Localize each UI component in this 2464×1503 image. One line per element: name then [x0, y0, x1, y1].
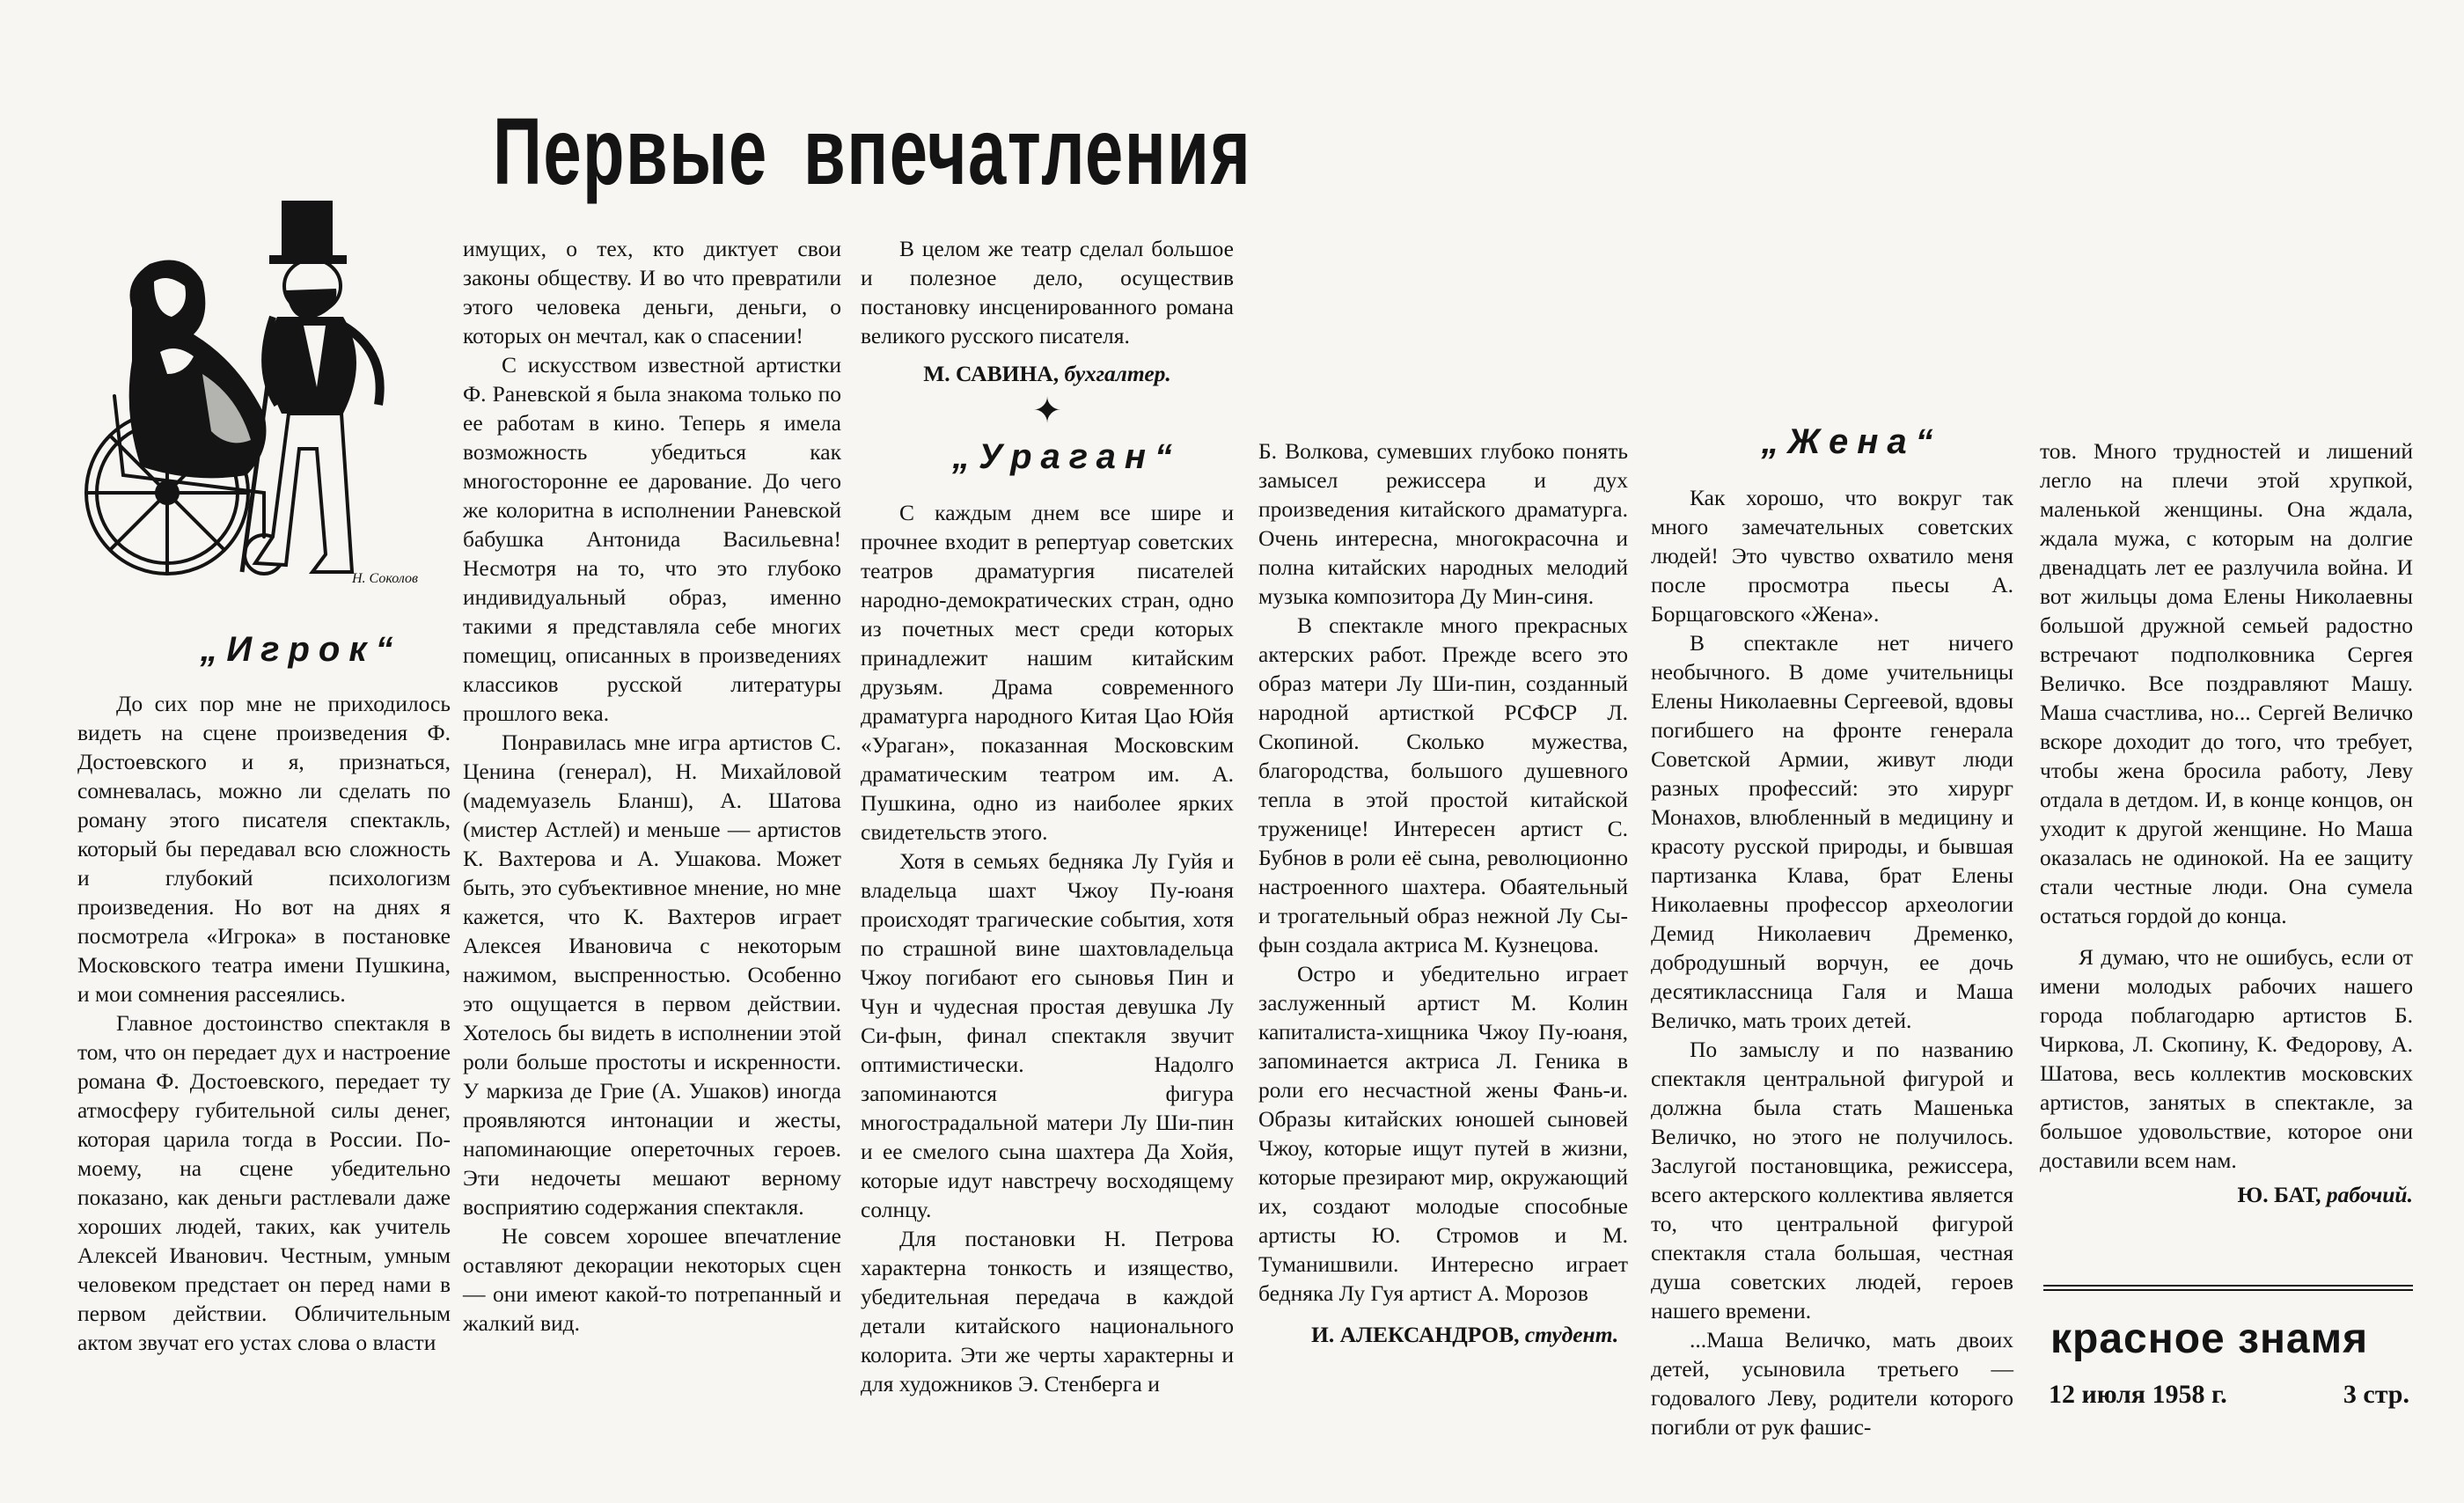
- uragan-paragraph: С каждым днем все шире и прочнее входит в репертуар советских театров драматургия писателей народно-демократических стран, одно из почетных мест среди которых принадлежит нашим китайским друзьям. Драма современного драматурга народного Китая Цао Юйя «Ураган», показанная Московским драматическим театром им. А. Пушкина, одно из наиболее ярких свидетельств этого.: [861, 500, 1234, 845]
- igrok-paragraph: Главное достоинство спектакля в том, что он передает дух и настроение романа Ф. Достоевского, передает ту атмосферу губительной силы денег, которая царила тогда в России. По-моему, на сцене убедительно показано, как деньги растлевали даже хороших людей, таких, как учитель Алексей Иванович. Честным, умным человеком предстает он перед нами в первом действии. Обличительным актом звучат его устах слова о власти: [77, 1010, 451, 1355]
- zhena-paragraph: Как хорошо, что вокруг так много замечательных советских людей! Это чувство охватило меня после просмотра пьесы А. Борщаговского «Жена».: [1651, 485, 2013, 627]
- zhena-signature-name: Ю. БАТ,: [2237, 1182, 2321, 1207]
- uragan-title: „Ураган“: [952, 437, 1181, 476]
- zhena-paragraph: В спектакле нет ничего необычного. В доме учительницы Елены Николаевны Сергеевой, вдовы погибшего на фронте генерала Советской Армии, живут люди разных профессий: это хирург Монахов, влюбленный в медицину и красоту русской природы, и бывшая партизанка Клава, брат Елены Николаевны профессор археологии Демид Николаевич Дременко, добродушный ворчун, ее дочь десятиклассница Галя и Маша Величко, мать троих детей.: [1651, 630, 2013, 1033]
- igrok-signature-name: М. САВИНА,: [923, 361, 1060, 386]
- igrok-paragraph: Понравилась мне игра артистов С. Ценина (генерал), Н. Михайловой (мадемуазель Бланш), А. Шатова (мистер Астлей) и меньше — артистов К. Вахтерова и А. Ушакова. Может быть, это субъективное мнение, но мне кажется, что К. Вахтеров играет Алексея Ивановича с некоторым нажимом, выспренностью. Особенно это ощущается в первом действии. Хотелось бы видеть в исполнении этой роли больше простоты и искренности. У маркиза де Грие (А. Ушаков) иногда проявляются интонации и жесты, напоминающие опереточных героев. Эти недочеты мешают верному восприятию содержания спектакля.: [463, 730, 841, 1220]
- igrok-paragraph: До сих пор мне не приходилось видеть на сцене произведения Ф. Достоевского и я, признаться, сомневалась, можно ли сделать по роману этого писателя спектакль, который бы передавал всю сложность и глубокий психологизм произведения. Но вот на днях я посмотрела «Игрока» в постановке Московского театра имени Пушкина, и мои сомнения рассеялись.: [77, 691, 451, 1007]
- page-number: 3 стр.: [2343, 1380, 2409, 1409]
- column-2: [463, 234, 841, 1413]
- headline: Первые впечатления: [493, 98, 1252, 204]
- column-3: [861, 234, 1234, 1413]
- column-1: [77, 630, 451, 1445]
- artist-signature: Н. Соколов: [352, 571, 418, 586]
- zhena-paragraph: тов. Много трудностей и лишений легло на плечи этой хрупкой, маленькой женщины. Она ждала, ждала мужа, с которым на долгие двенадцать лет ее разлучила война. И вот жильцы дома Елены Николаевны большой дружной семьей радостно встречают подполковника Сергея Величко. Все поздравляют Машу. Маша счастлива, но... Сергей Величко вскоре доходит до того, что требует, чтобы жена бросила работу, Леву отдала в детдом. И, в конце концов, он уходит к другой женщине. Но Маша оказалась не одинокой. На ее защиту стали честные люди. Она сумела остаться гордой до конца.: [2040, 438, 2413, 928]
- masthead-rule: [2043, 1285, 2413, 1291]
- column-5: [1651, 422, 2013, 1440]
- uragan-signature: [1258, 1320, 1628, 1349]
- igrok-paragraph: В целом же театр сделал большое и полезное дело, осуществив постановку инсценированного романа великого русского писателя.: [861, 236, 1234, 348]
- igrok-paragraph: имущих, о тех, кто диктует свои законы обществу. И во что превратили этого человека деньги, деньги, о которых он мечтал, как о спасении!: [463, 236, 841, 348]
- igrok-paragraph: С искусством известной артистки Ф. Раневской я была знакома только по ее работам в кино. Теперь я имела возможность убедиться как многосторонне ее дарование. До чего же колоритна в исполнении Раневской бабушка Антонида Васильевна! Несмотря на то, что это глубоко индивидуальный образ, именно такими я представляла себе многих помещиц, описанных в произведениях классиков русской литературы прошлого века.: [463, 352, 841, 726]
- dateline: [2049, 1380, 2409, 1410]
- uragan-paragraph: Остро и убедительно играет заслуженный артист М. Колин капиталиста-хищника Чжоу Пу-юаня, запоминается актриса Л. Геника в роли его несчастной жены Фань-и. Образы китайских юношей сыновей Чжоу, которые ищут путей в жизни, которые презирают мир, окружающий их, создают молодые способные артисты Ю. Стромов и М. Туманишвили. Интересно играет бедняка Лу Гуя артист А. Морозов: [1258, 961, 1628, 1306]
- igrok-signature: [861, 359, 1234, 388]
- column-4: [1258, 436, 1628, 1413]
- uragan-paragraph: Для постановки Н. Петрова характерна тонкость и изящество, убедительная передача в каждой детали китайского национального колорита. Эти же черты характерны и для художников Э. Стенберга и: [861, 1226, 1234, 1397]
- uragan-signature-name: И. АЛЕКСАНДРОВ,: [1311, 1322, 1520, 1347]
- zhena-paragraph: Я думаю, что не ошибусь, если от имени молодых рабочих нашего города поблагодарю артистов Б. Чиркова, Л. Скопину, К. Федорову, А. Шатова, весь коллектив московских артистов, занятых в спектакле, за большое удовольствие, которое они доставили всем нам.: [2040, 944, 2413, 1173]
- star-separator-icon: ✦: [1032, 391, 1062, 430]
- zhena-paragraph: По замыслу и по названию спектакля центральной фигурой и должна была стать Машенька Величко, но этого не получилось. Заслугой постановщика, режиссера, всего актерского коллектива является то, что центральной фигурой спектакля стала большая, честная душа советских людей, героев нашего времени.: [1651, 1037, 2013, 1323]
- zhena-signature: [2040, 1180, 2413, 1209]
- zhena-signature-role: рабочий.: [2326, 1182, 2413, 1207]
- uragan-signature-role: студент.: [1524, 1322, 1619, 1347]
- igrok-signature-role: бухгалтер.: [1064, 361, 1171, 386]
- uragan-paragraph: В спектакле много прекрасных актерских работ. Прежде всего это образ матери Лу Ши-пин, созданный народной артисткой РСФСР Л. Скопиной. Сколько мужества, благородства, большого душевного тепла в этой простой китайской труженице! Интересен артист С. Бубнов в роли её сына, революционно настроенного шахтера. Обаятельный и трогательный образ нежной Лу Сы-фын создала актриса М. Кузнецова.: [1258, 612, 1628, 957]
- zhena-title: „Жена“: [1761, 422, 1942, 461]
- igrok-title: „Игрок“: [200, 630, 402, 669]
- theater-illustration: [62, 185, 449, 590]
- issue-date: 12 июля 1958 г.: [2049, 1380, 2227, 1409]
- uragan-paragraph: Хотя в семьях бедняка Лу Гуйя и владельца шахт Чжоу Пу-юаня происходят трагические события, хотя по страшной вине шахтовладельца Чжоу погибают его сыновья Пин и Чун и чудесная простая девушка Лу Си-фын, финал спектакля звучит оптимистически. Надолго запоминаются фигура многострадальной матери Лу Ши-пин и ее смелого сына шахтера Да Хойя, которые идут навстречу восходящему солнцу.: [861, 848, 1234, 1222]
- column-6: [2040, 436, 2413, 1264]
- masthead: красное знамя: [2050, 1316, 2369, 1362]
- uragan-paragraph: Б. Волкова, сумевших глубоко понять замысел режиссера и дух произведения китайского драматурга. Очень интересна, многокрасочна и полна китайских народных мелодий музыка композитора Ду Мин-синя.: [1258, 438, 1628, 609]
- igrok-paragraph: Не совсем хорошее впечатление оставляют декорации некоторых сцен — они имеют какой-то потрепанный и жалкий вид.: [463, 1223, 841, 1336]
- zhena-paragraph: ...Маша Величко, мать двоих детей, усыновила третьего — годовалого Леву, родители которого погибли от рук фашис-: [1651, 1327, 2013, 1440]
